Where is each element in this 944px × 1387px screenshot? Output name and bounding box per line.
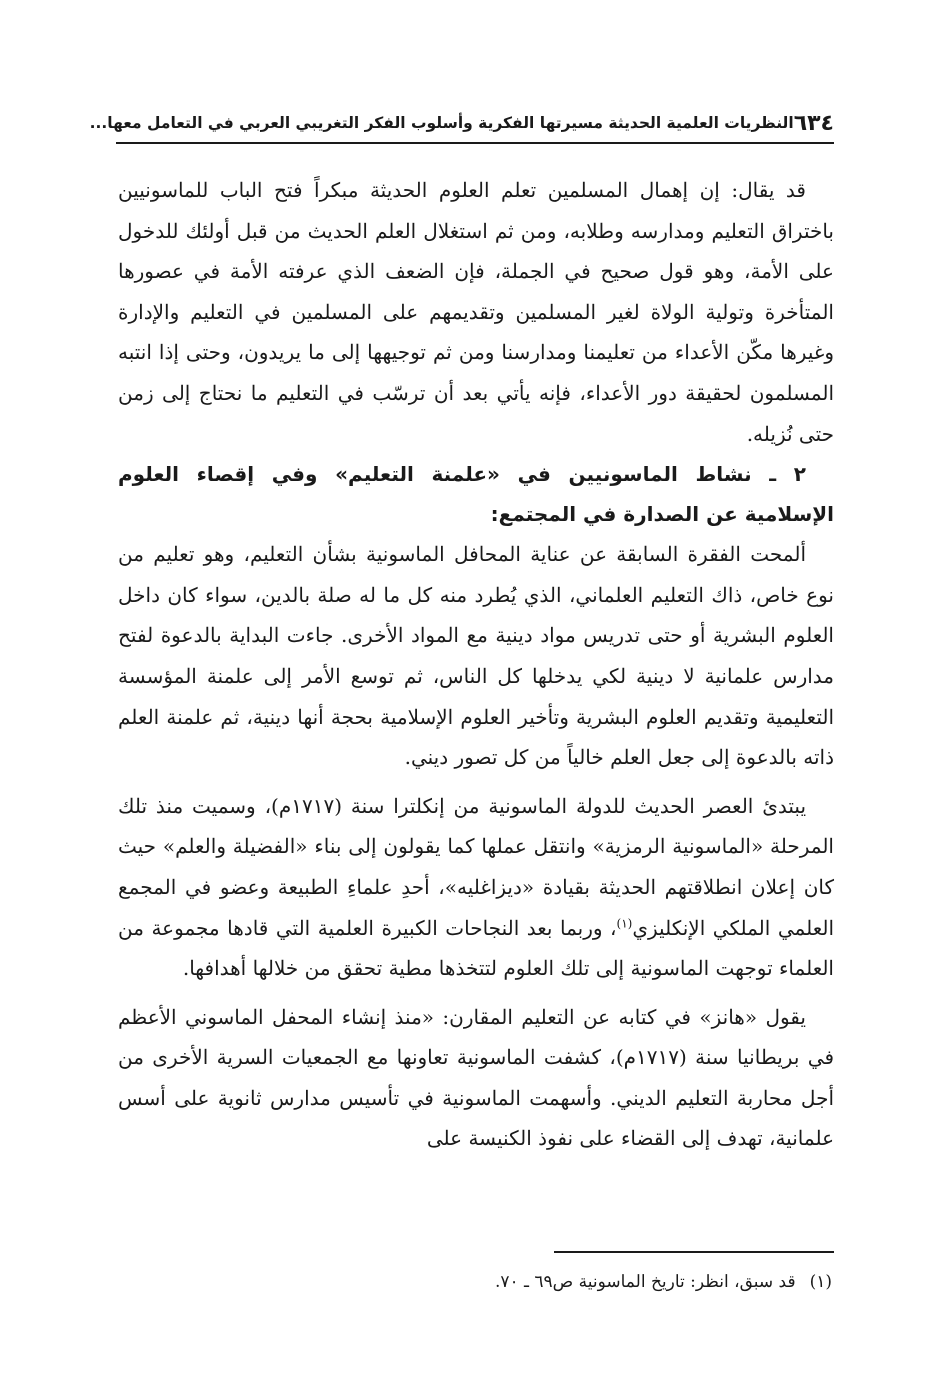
header-divider bbox=[116, 142, 834, 144]
section-heading: ٢ ـ نشاط الماسونيين في «علمنة التعليم» وفي إقصاء العلوم الإسلامية عن الصدارة في المجتمع: bbox=[118, 462, 834, 527]
paragraph-4: يقول «هانز» في كتابه عن التعليم المقارن: «منذ إنشاء المحفل الماسوني الأعظم في بريطانيا سنة (١٧١٧م)، كشفت الماسونية تعاونها مع الجمعيات السرية الأخرى من أجل محاربة التعليم الديني. وأسهمت الماسونية في تأسيس مدارس ثانوية على أسس علمانية، تهدف إلى القضاء على نفوذ الكنيسة على bbox=[118, 1004, 834, 1151]
running-header-title: النظريات العلمية الحديثة مسيرتها الفكرية وأسلوب الفكر التغريبي العربي في التعامل معها... bbox=[89, 114, 794, 132]
running-header bbox=[89, 108, 834, 138]
paragraph-3-text-start: يبتدئ العصر الحديث للدولة الماسونية من إنكلترا سنة (١٧١٧م)، وسميت منذ تلك المرحلة «الماسونية الرمزية» وانتقل عملها كما يقولون إلى بناء «الفضيلة والعلم» حيث كان إعلان انطلاقتهم الحديثة بقيادة «ديزاغليه»، أحدِ علماءِ الطبيعة وعضو في المجمع العلمي الملكي الإنكليزي bbox=[118, 793, 834, 940]
footnote-marker: (١) bbox=[809, 1272, 832, 1292]
footnote-divider bbox=[554, 1251, 834, 1253]
paragraph-3-text-end: ، وربما بعد النجاحات الكبيرة العلمية التي قادها مجموعة من العلماء توجهت الماسونية إلى تلك العلوم لتتخذها مطية تحقق من خلالها أهدافها. bbox=[118, 915, 834, 981]
footnote-reference: (١) bbox=[616, 915, 633, 930]
paragraph-3 bbox=[118, 786, 834, 989]
paragraph-1: قد يقال: إن إهمال المسلمين تعلم العلوم الحديثة مبكراً فتح الباب للماسونيين باختراق التعليم ومدارسه وطلابه، ومن ثم استغلال العلم الحديث من قبل أولئك للدخول على الأمة، وهو قول صحيح في الجملة، فإن الضعف الذي عرفته الأمة في عصورها المتأخرة وتولية الولاة لغير المسلمين وتقديمهم على المسلمين في التعليم والإدارة وغيرها مكّن الأعداء من تعليمنا ومدارسنا ومن ثم توجيهها إلى ما يريدون، وحتى إذا انتبه المسلمون لحقيقة دور الأعداء، فإنه يأتي بعد أن ترسّب في التعليم ما نحتاج إلى زمن حتى نُزيله. bbox=[118, 178, 834, 446]
footnote bbox=[118, 1268, 832, 1296]
page-number: ٦٣٤ bbox=[793, 110, 834, 136]
paragraph-2: ألمحت الفقرة السابقة عن عناية المحافل الماسونية بشأن التعليم، وهو تعليم من نوع خاص، ذاك التعليم العلماني، الذي يُطرد منه كل ما له صلة بالدين، سواء كان داخل العلوم البشرية أو حتى تدريس مواد دينية مع المواد الأخرى. جاءت البداية بالدعوة لفتح مدارس علمانية لا دينية لكي يدخلها كل الناس، ثم توسع الأمر إلى علمنة المؤسسة التعليمية وتقديم العلوم البشرية وتأخير العلوم الإسلامية بحجة أنها دينية، ثم علمنة العلم ذاته بالدعوة إلى جعل العلم خالياً من كل تصور ديني. bbox=[118, 542, 834, 770]
body-text bbox=[118, 170, 834, 1159]
footnote-text: قد سبق، انظر: تاريخ الماسونية ص٦٩ ـ ٧٠. bbox=[494, 1272, 796, 1292]
